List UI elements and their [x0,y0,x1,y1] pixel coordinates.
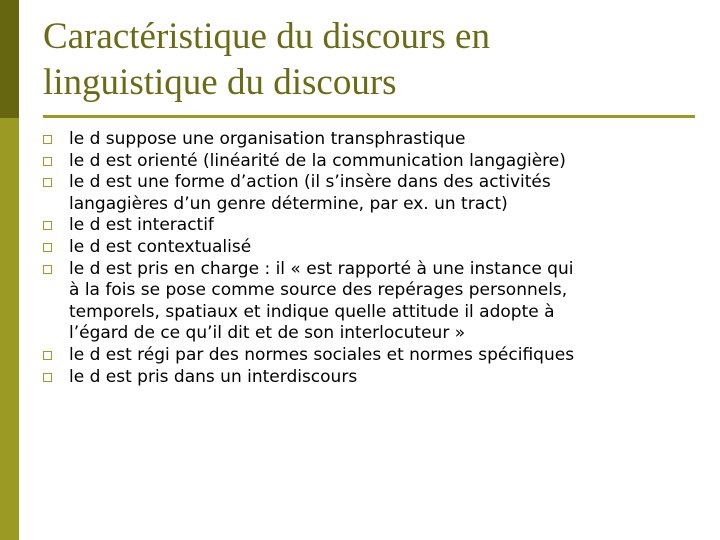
bullet-item-2 [43,151,683,173]
bullet-item-5 [43,237,683,259]
bullet-list [43,129,683,388]
left-accent-bar-top [0,0,19,118]
square-bullet-icon [43,157,52,166]
bullet-item-4 [43,215,683,237]
bullet-text: le d est pris dans un interdiscours [69,366,358,387]
bullet-text: le d est contextualisé [69,236,252,257]
bullet-text: le d suppose une organisation transphrastique [69,129,466,149]
square-bullet-icon [43,243,52,252]
slide-title-line-2: linguistique du discours [43,62,397,103]
bullet-text: le d est interactif [69,215,214,236]
title-divider [43,115,695,118]
bullet-text: le d est une forme d’action (il s’insère dans des activités langagières d’un genre détermine, par ex. un tract) [69,172,551,214]
bullet-text: le d est régi par des normes sociales et normes spécifiques [69,344,575,365]
slide-title [43,14,683,106]
square-bullet-icon [43,351,52,360]
square-bullet-icon [43,373,52,382]
bullet-item-8 [43,367,683,389]
square-bullet-icon [43,135,52,144]
square-bullet-icon [43,265,52,274]
bullet-item-1 [43,129,683,151]
square-bullet-icon [43,221,52,230]
bullet-item-7 [43,345,683,367]
bullet-text: le d est orienté (linéarité de la communication langagière) [69,150,566,171]
slide-title-line-1: Caractéristique du discours en [43,16,490,57]
bullet-item-6 [43,259,683,345]
bullet-item-3 [43,172,683,215]
bullet-text: le d est pris en charge : il « est rapporté à une instance qui à la fois se pose comme source des repérages personnels, temporels, spatiaux et indique quelle attitude il adopte à l’égard de ce qu’il dit et de son interlocuteur » [69,258,574,344]
square-bullet-icon [43,178,52,187]
